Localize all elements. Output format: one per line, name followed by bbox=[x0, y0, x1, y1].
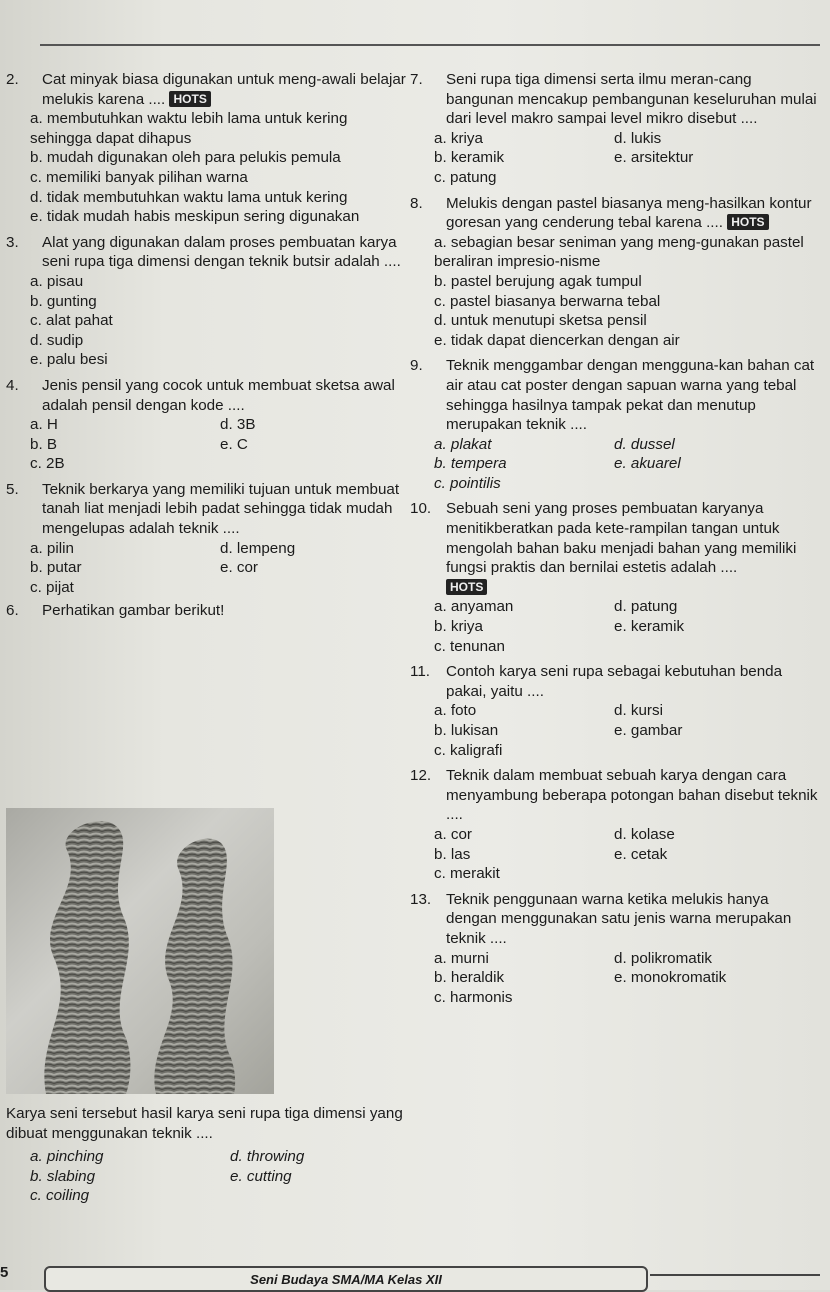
option-c: c. 2B bbox=[30, 455, 65, 473]
option-a: a. membutuhkan waktu lebih lama untuk kering sehingga dapat dihapus bbox=[30, 110, 348, 147]
question-text: Contoh karya seni rupa sebagai kebutuhan benda pakai, yaitu .... bbox=[446, 663, 783, 700]
option-b: b. tempera bbox=[434, 455, 507, 473]
option-a: a. pilin bbox=[30, 539, 74, 557]
option-a: a. pisau bbox=[30, 272, 84, 290]
option-d: d. untuk menutupi sketsa pensil bbox=[434, 312, 647, 330]
option-b: b. lukisan bbox=[434, 722, 499, 739]
top-rule bbox=[40, 44, 820, 52]
option-b: b. kriya bbox=[434, 618, 483, 636]
question-text: Alat yang digunakan dalam proses pembuatan karya seni rupa tiga dimensi dengan teknik butsir adalah .... bbox=[42, 233, 401, 271]
question-text: Melukis dengan pastel biasanya meng-hasilkan kontur goresan yang cenderung tebal karena .... bbox=[446, 194, 812, 232]
page-footer bbox=[0, 1262, 830, 1290]
hots-badge: HOTS bbox=[446, 579, 487, 595]
page-number: 5 bbox=[0, 1264, 9, 1281]
question-8 bbox=[410, 194, 820, 351]
question-text: Teknik berkarya yang memiliki tujuan untuk membuat tanah liat menjadi lebih padat sehingga tidak mudah mengelupas adalah teknik .... bbox=[42, 480, 400, 538]
question-5 bbox=[6, 480, 406, 598]
option-c: c. harmonis bbox=[434, 988, 513, 1006]
option-a: a. plakat bbox=[434, 435, 492, 453]
option-e: e. akuarel bbox=[614, 455, 681, 473]
question-text: Seni rupa tiga dimensi serta ilmu meran-cang bangunan mencakup pembangunan keseluruhan mulai dari level makro sampai level mikro disebut .... bbox=[446, 71, 817, 128]
option-b: b. heraldik bbox=[434, 969, 505, 987]
coil-sculpture-drawing bbox=[6, 808, 274, 1094]
option-a: a. murni bbox=[434, 949, 489, 967]
option-e: e. C bbox=[220, 435, 248, 453]
option-d: d. tidak membutuhkan waktu lama untuk kering bbox=[30, 188, 348, 206]
option-d: d. kolase bbox=[614, 825, 675, 843]
question-7 bbox=[410, 70, 820, 188]
question-6-text: Karya seni tersebut hasil karya seni rupa tiga dimensi yang dibuat menggunakan teknik .... bbox=[6, 1105, 403, 1142]
question-number: 12. bbox=[410, 767, 432, 785]
option-d: d. dussel bbox=[614, 435, 675, 453]
option-c: c. merakit bbox=[434, 865, 500, 883]
question-number: 2. bbox=[6, 71, 19, 88]
option-a: a. sebagian besar seniman yang meng-gunakan pastel beraliran impresio-nisme bbox=[434, 233, 804, 271]
option-c: c. memiliki banyak pilihan warna bbox=[30, 168, 248, 186]
question-number: 13. bbox=[410, 890, 432, 908]
option-d: d. sudip bbox=[30, 331, 84, 349]
option-e: e. tidak dapat diencerkan dengan air bbox=[434, 331, 680, 349]
hots-badge: HOTS bbox=[727, 214, 768, 230]
option-e: e. monokromatik bbox=[614, 969, 727, 987]
option-a: a. pinching bbox=[30, 1148, 104, 1166]
option-d: d. lukis bbox=[614, 129, 662, 147]
hots-badge: HOTS bbox=[169, 91, 210, 107]
question-number: 7. bbox=[410, 71, 423, 88]
option-e: e. arsitektur bbox=[614, 149, 694, 167]
option-d: d. lempeng bbox=[220, 539, 296, 557]
option-c: c. pastel biasanya berwarna tebal bbox=[434, 292, 661, 310]
question-4 bbox=[6, 376, 406, 474]
question-2 bbox=[6, 70, 406, 227]
question-number: 3. bbox=[6, 233, 19, 251]
right-column bbox=[410, 70, 820, 1010]
question-13 bbox=[410, 890, 820, 1008]
option-a: a. anyaman bbox=[434, 598, 514, 616]
option-b: b. slabing bbox=[30, 1167, 96, 1185]
coil-sculpture-image bbox=[6, 808, 274, 1094]
question-number: 5. bbox=[6, 480, 19, 498]
option-d: d. patung bbox=[614, 598, 678, 616]
option-b: b. gunting bbox=[30, 292, 97, 310]
question-text: Teknik dalam membuat sebuah karya dengan cara menyambung beberapa potongan bahan disebut teknik .... bbox=[446, 767, 818, 824]
option-a: a. H bbox=[30, 416, 58, 434]
option-e: e. gambar bbox=[614, 722, 683, 739]
option-d: d. kursi bbox=[614, 702, 663, 720]
footer-rule bbox=[650, 1274, 820, 1276]
option-e: e. cetak bbox=[614, 845, 668, 863]
question-text: Teknik penggunaan warna ketika melukis hanya dengan menggunakan satu jenis warna merupakan teknik .... bbox=[446, 890, 792, 947]
question-text: Perhatikan gambar berikut! bbox=[42, 602, 225, 620]
option-e: e. cor bbox=[220, 559, 258, 577]
option-b: b. mudah digunakan oleh para pelukis pemula bbox=[30, 149, 341, 167]
option-e: e. tidak mudah habis meskipun sering digunakan bbox=[30, 208, 360, 226]
option-d: d. 3B bbox=[220, 416, 256, 434]
question-number: 8. bbox=[410, 194, 423, 212]
option-c: c. kaligrafi bbox=[434, 741, 503, 759]
question-11 bbox=[410, 662, 820, 760]
question-number: 9. bbox=[410, 357, 423, 375]
option-d: d. throwing bbox=[230, 1148, 305, 1166]
option-b: b. keramik bbox=[434, 149, 505, 167]
question-10 bbox=[410, 499, 820, 656]
option-c: c. alat pahat bbox=[30, 312, 113, 330]
option-a: a. kriya bbox=[434, 129, 483, 147]
option-d: d. polikromatik bbox=[614, 949, 712, 967]
option-e: e. keramik bbox=[614, 618, 685, 636]
option-a: a. cor bbox=[434, 825, 472, 843]
option-e: e. cutting bbox=[230, 1167, 292, 1185]
option-c: c. coiling bbox=[30, 1187, 90, 1205]
question-text: Teknik menggambar dengan mengguna-kan bahan cat air atau cat poster dengan sapuan warna yang tebal sehingga hasilnya tampak pekat dan menutup merupakan teknik .... bbox=[446, 357, 815, 434]
question-9 bbox=[410, 356, 820, 493]
option-b: b. pastel berujung agak tumpul bbox=[434, 272, 642, 290]
option-b: b. B bbox=[30, 435, 58, 453]
option-b: b. las bbox=[434, 845, 471, 863]
question-text: Jenis pensil yang cocok untuk membuat sketsa awal adalah pensil dengan kode .... bbox=[42, 376, 395, 414]
question-6-continued bbox=[6, 1104, 406, 1206]
option-c: c. tenunan bbox=[434, 637, 505, 655]
option-a: a. foto bbox=[434, 702, 477, 720]
option-c: c. pijat bbox=[30, 578, 74, 596]
question-6 bbox=[6, 601, 406, 621]
question-number: 4. bbox=[6, 376, 19, 394]
option-b: b. putar bbox=[30, 559, 82, 577]
question-text: Sebuah seni yang proses pembuatan karyanya menitikberatkan pada kete-rampilan tangan untuk mengolah bahan baku menjadi bahan yang memiliki fungsi praktis dan bernilai estetis adalah .... bbox=[446, 500, 797, 577]
left-column bbox=[6, 70, 406, 624]
question-number: 11. bbox=[410, 663, 430, 681]
question-number: 10. bbox=[410, 500, 432, 518]
question-number: 6. bbox=[6, 602, 19, 620]
question-3 bbox=[6, 233, 406, 370]
footer-title: Seni Budaya SMA/MA Kelas XII bbox=[250, 1271, 442, 1287]
option-c: c. patung bbox=[434, 168, 497, 186]
option-e: e. palu besi bbox=[30, 351, 108, 369]
question-12 bbox=[410, 766, 820, 884]
option-c: c. pointilis bbox=[434, 474, 501, 492]
question-text: Cat minyak biasa digunakan untuk meng-awali belajar melukis karena .... bbox=[42, 71, 406, 108]
footer-title-bar bbox=[44, 1266, 648, 1292]
